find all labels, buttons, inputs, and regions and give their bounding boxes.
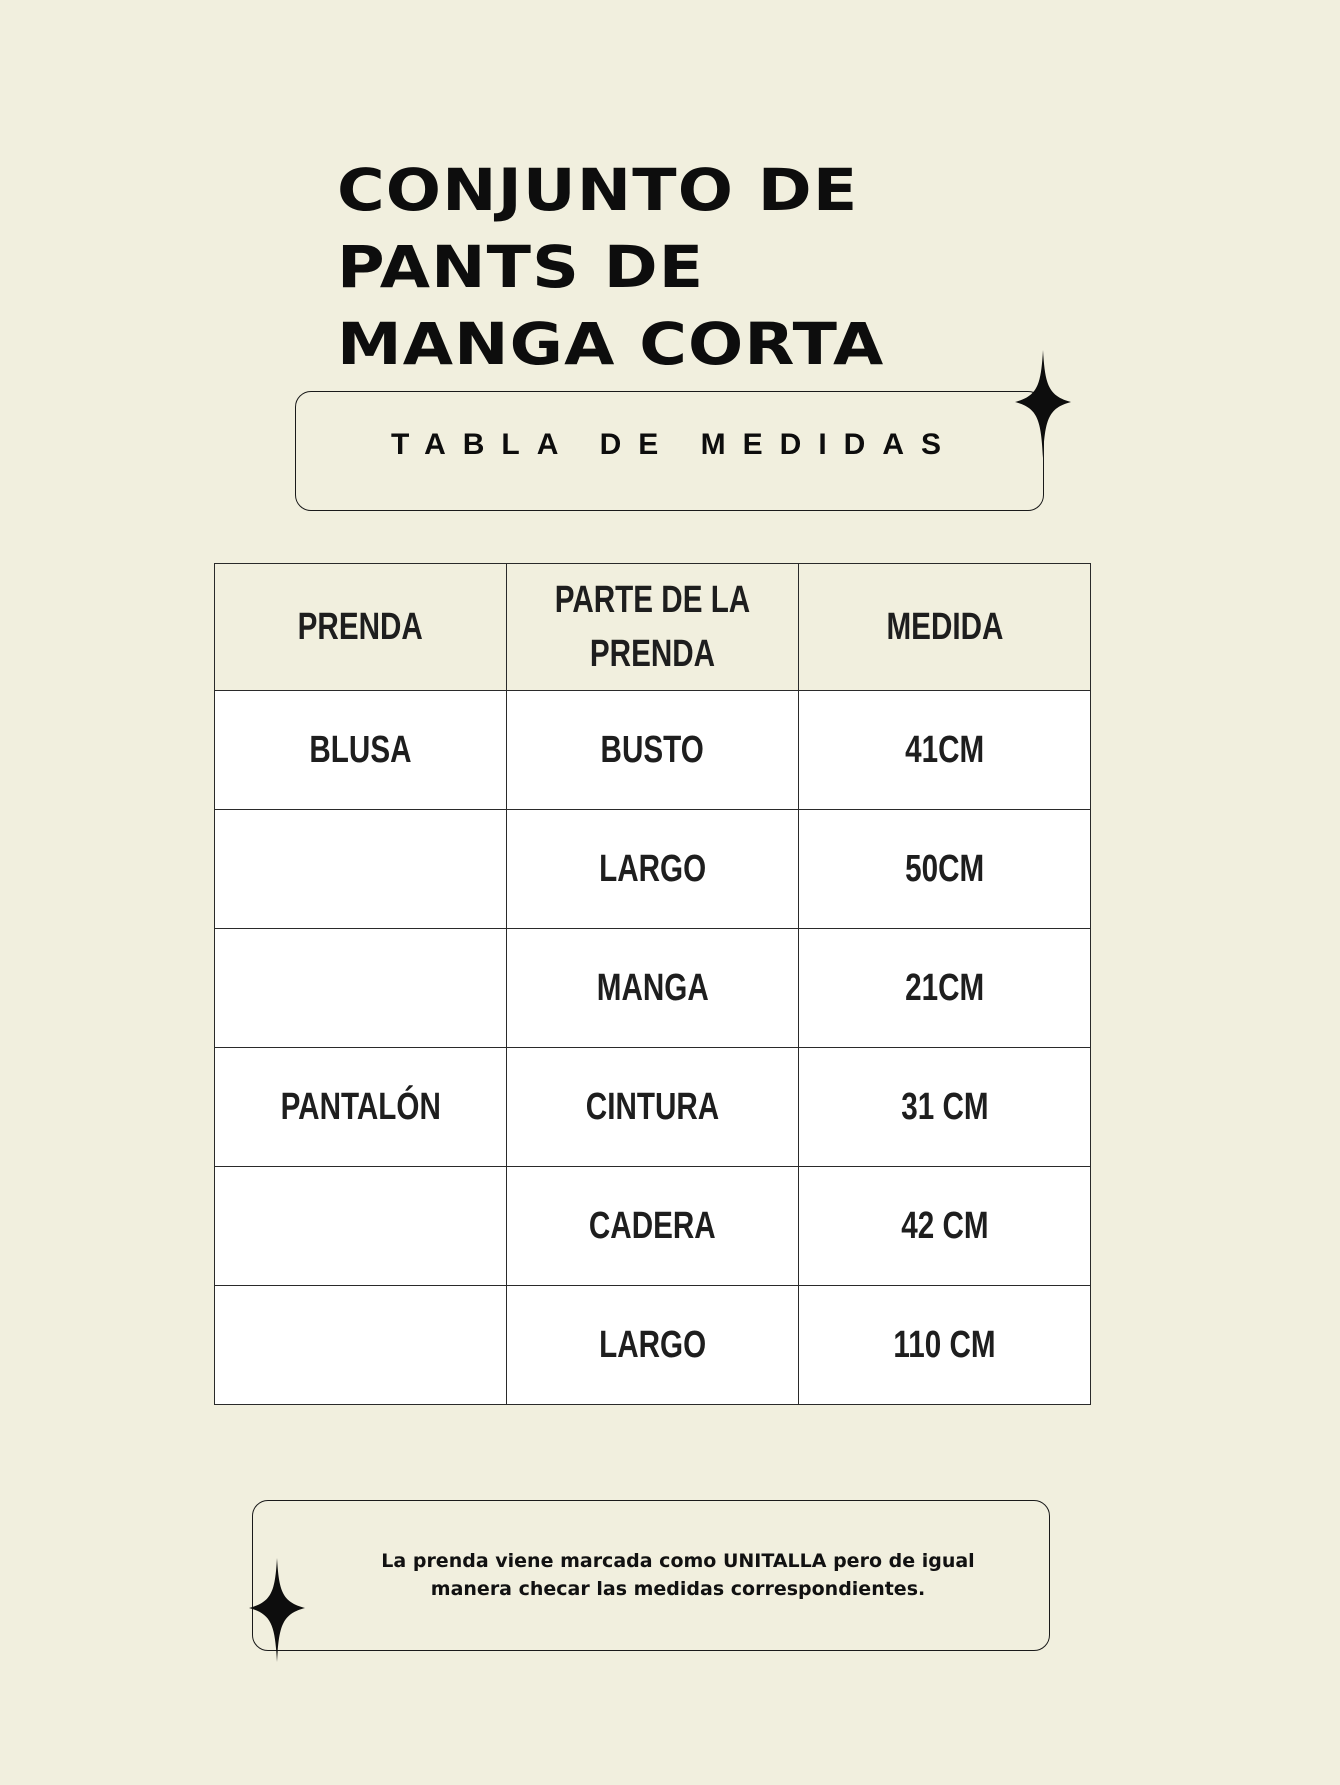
page-title xyxy=(337,152,1143,383)
sparkle-icon xyxy=(1015,350,1071,458)
cell-prenda xyxy=(215,1286,507,1405)
cell-parte: CADERA xyxy=(507,1167,799,1286)
cell-medida: 50CM xyxy=(799,810,1091,929)
cell-prenda xyxy=(215,929,507,1048)
subtitle-box xyxy=(295,391,1044,511)
cell-prenda: BLUSA xyxy=(215,691,507,810)
cell-prenda xyxy=(215,1167,507,1286)
table-row xyxy=(215,1286,1091,1405)
table-row xyxy=(215,1167,1091,1286)
title-line-2: PANTS DE xyxy=(337,233,705,301)
sparkle-icon xyxy=(249,1558,305,1662)
measurements-table xyxy=(214,563,1091,1405)
cell-medida: 21CM xyxy=(799,929,1091,1048)
header-prenda: PRENDA xyxy=(215,564,507,691)
subtitle: TABLA DE MEDIDAS xyxy=(391,428,958,461)
title-line-1: CONJUNTO DE xyxy=(337,156,859,224)
table-row xyxy=(215,810,1091,929)
cell-prenda: PANTALÓN xyxy=(215,1048,507,1167)
cell-parte: MANGA xyxy=(507,929,799,1048)
note-text: La prenda viene marcada como UNITALLA pero de igual manera checar las medidas correspondientes. xyxy=(381,1550,975,1600)
header-parte: PARTE DE LA PRENDA xyxy=(507,564,799,691)
cell-medida: 41CM xyxy=(799,691,1091,810)
cell-medida: 42 CM xyxy=(799,1167,1091,1286)
cell-medida: 110 CM xyxy=(799,1286,1091,1405)
table-row xyxy=(215,1048,1091,1167)
cell-parte: BUSTO xyxy=(507,691,799,810)
cell-parte: LARGO xyxy=(507,810,799,929)
cell-parte: CINTURA xyxy=(507,1048,799,1167)
title-line-3: MANGA CORTA xyxy=(337,310,885,378)
cell-parte: LARGO xyxy=(507,1286,799,1405)
cell-medida: 31 CM xyxy=(799,1048,1091,1167)
table-row xyxy=(215,929,1091,1048)
table-header-row xyxy=(215,564,1091,691)
note-box xyxy=(252,1500,1050,1651)
header-medida: MEDIDA xyxy=(799,564,1091,691)
cell-prenda xyxy=(215,810,507,929)
table-row xyxy=(215,691,1091,810)
